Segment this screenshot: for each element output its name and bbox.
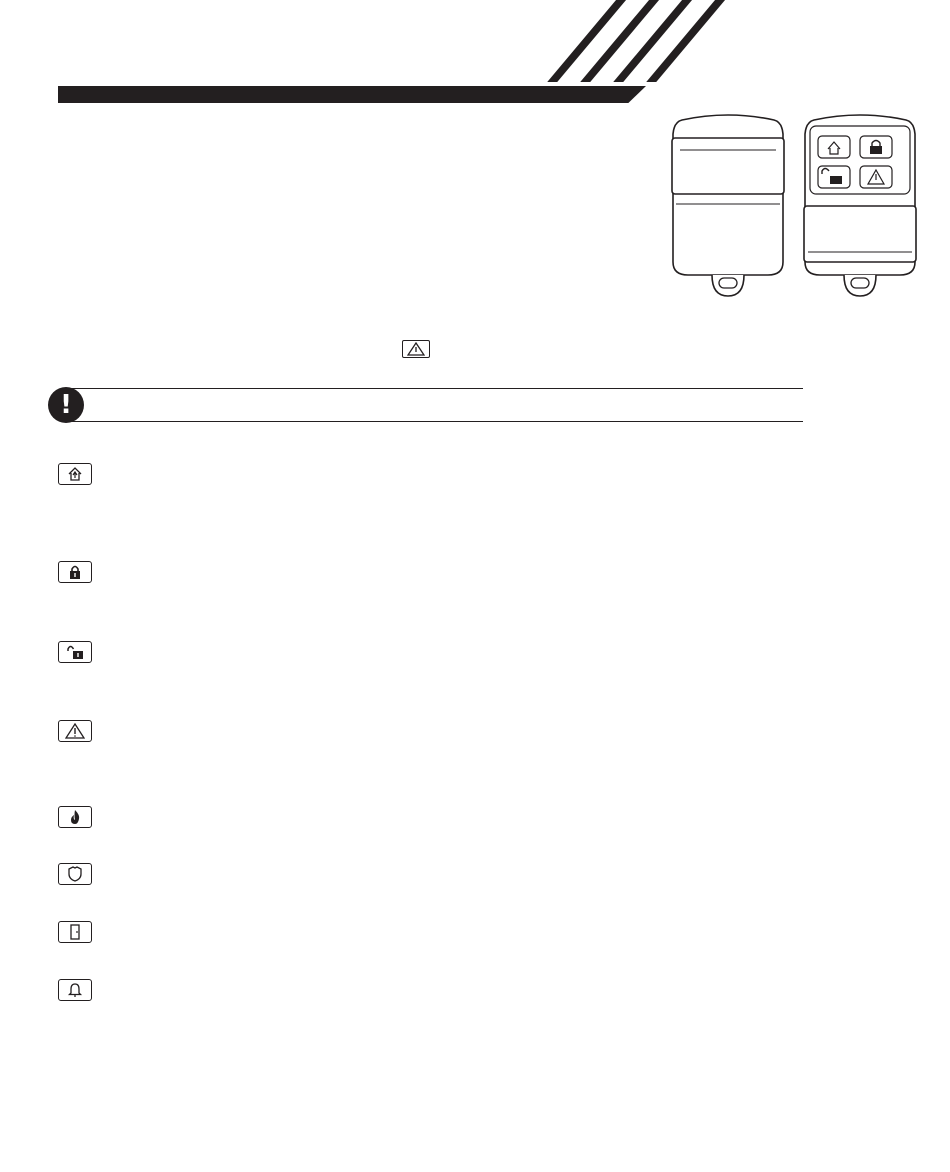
fob-stay-arm-button — [818, 136, 850, 158]
fire-icon — [58, 806, 92, 828]
shield-icon — [58, 863, 92, 885]
warning-triangle-icon — [402, 340, 430, 358]
stay-arm-icon — [58, 463, 92, 485]
fob-lock-button — [860, 136, 892, 158]
title-bar — [58, 86, 646, 103]
bell-icon — [58, 979, 92, 1001]
notice-top-rule — [66, 388, 803, 389]
fob-panic-button — [860, 166, 892, 188]
notice-bottom-rule — [66, 421, 803, 422]
unlock-icon — [58, 641, 92, 663]
door-icon — [58, 921, 92, 943]
lock-icon — [58, 561, 92, 583]
key-fob-closed-image — [668, 112, 788, 300]
fob-unlock-button — [818, 166, 850, 188]
key-fob-open-image — [800, 112, 920, 300]
exclamation-icon: ! — [48, 387, 84, 423]
warning-triangle-icon — [58, 720, 92, 742]
